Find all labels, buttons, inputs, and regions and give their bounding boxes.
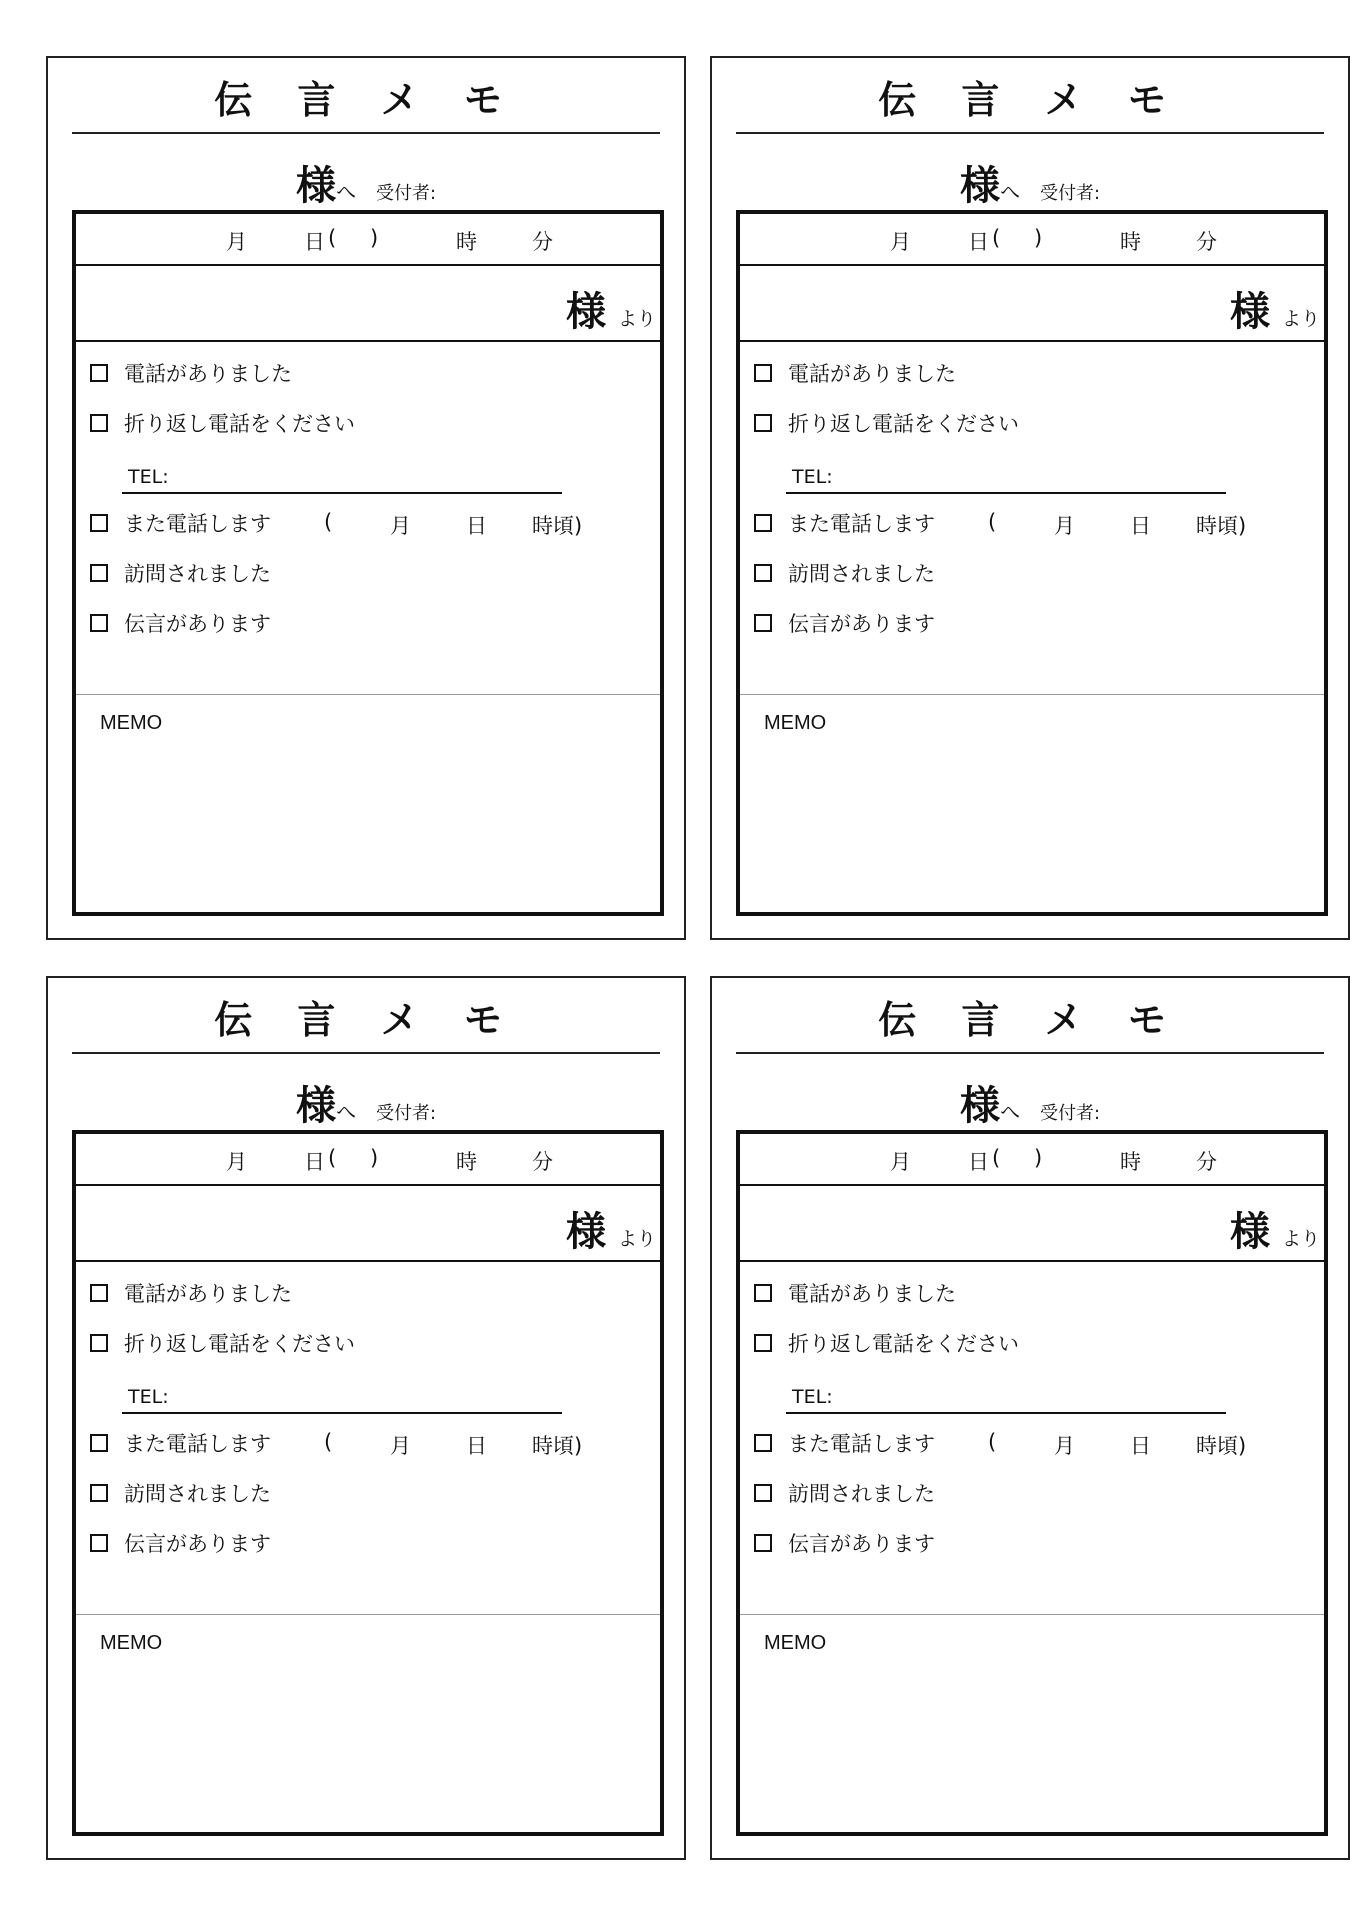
recipient-sama: 様 xyxy=(959,163,1000,209)
tel-label: TEL: xyxy=(128,1386,169,1408)
option-label: 電話がありました xyxy=(788,1282,956,1306)
option-label: 電話がありました xyxy=(788,362,956,386)
recipient-row xyxy=(712,1074,1348,1129)
will-call-day: 日 xyxy=(466,1434,487,1458)
option-call-back[interactable] xyxy=(754,1330,1019,1358)
memo-form xyxy=(736,210,1328,916)
will-call-month: 月 xyxy=(1054,1434,1075,1458)
minute-label: 分 xyxy=(1196,230,1217,254)
hour-label: 時 xyxy=(456,230,477,254)
tel-field[interactable] xyxy=(122,464,562,494)
memo-title: 伝 言 メ モ xyxy=(214,998,518,1042)
checkbox[interactable] xyxy=(754,1534,772,1552)
memo-form xyxy=(72,1130,664,1836)
recipient-sama: 様 xyxy=(959,1083,1000,1129)
weekday-paren-open: ( xyxy=(992,226,1001,250)
weekday-paren-open: ( xyxy=(328,226,337,250)
minute-label: 分 xyxy=(532,1150,553,1174)
title-divider xyxy=(72,132,660,134)
tel-field[interactable] xyxy=(122,1384,562,1414)
recipient-he: へ xyxy=(335,1100,356,1124)
checkbox[interactable] xyxy=(754,514,772,532)
memo-divider xyxy=(76,694,660,695)
caller-sama: 様 xyxy=(566,1209,606,1255)
weekday-paren-open: ( xyxy=(328,1146,337,1170)
option-label: また電話します xyxy=(788,1432,935,1456)
memo-label: MEMO xyxy=(100,1632,163,1654)
will-call-time: 時頃) xyxy=(532,1434,583,1458)
option-label: また電話します xyxy=(124,1432,271,1456)
will-call-paren-open: ( xyxy=(324,510,333,534)
option-visited[interactable] xyxy=(754,1480,935,1508)
checkbox[interactable] xyxy=(754,1484,772,1502)
option-will-call[interactable] xyxy=(754,1430,935,1458)
caller-row xyxy=(740,266,1324,342)
will-call-day: 日 xyxy=(1130,1434,1151,1458)
checkbox[interactable] xyxy=(754,414,772,432)
option-label: 訪問されました xyxy=(124,1482,271,1506)
will-call-paren-open: ( xyxy=(988,1430,997,1454)
checkbox[interactable] xyxy=(90,364,108,382)
checkbox[interactable] xyxy=(90,1334,108,1352)
recipient-he: へ xyxy=(999,180,1020,204)
recipient-row xyxy=(712,154,1348,209)
caller-row xyxy=(76,1186,660,1262)
day-label: 日 xyxy=(304,1150,325,1174)
option-label: また電話します xyxy=(788,512,935,536)
recipient-row xyxy=(48,154,684,209)
checkbox[interactable] xyxy=(754,1284,772,1302)
day-label: 日 xyxy=(304,230,325,254)
option-will-call[interactable] xyxy=(90,1430,271,1458)
hour-label: 時 xyxy=(456,1150,477,1174)
option-label: 伝言があります xyxy=(124,1532,271,1556)
checkbox[interactable] xyxy=(90,564,108,582)
tel-field[interactable] xyxy=(786,464,1226,494)
tel-field[interactable] xyxy=(786,1384,1226,1414)
option-has-message[interactable] xyxy=(754,610,935,638)
month-label: 月 xyxy=(226,230,247,254)
memo-form xyxy=(72,210,664,916)
checkbox[interactable] xyxy=(754,364,772,382)
will-call-time: 時頃) xyxy=(532,514,583,538)
memo-label: MEMO xyxy=(100,712,163,734)
option-label: 伝言があります xyxy=(788,1532,935,1556)
hour-label: 時 xyxy=(1120,1150,1141,1174)
option-will-call[interactable] xyxy=(90,510,271,538)
memo-divider xyxy=(740,1614,1324,1615)
option-phoned[interactable] xyxy=(90,1280,292,1308)
checkbox[interactable] xyxy=(90,514,108,532)
checkbox[interactable] xyxy=(754,1434,772,1452)
checkbox[interactable] xyxy=(90,414,108,432)
month-label: 月 xyxy=(226,1150,247,1174)
will-call-month: 月 xyxy=(390,1434,411,1458)
will-call-day: 日 xyxy=(466,514,487,538)
recipient-he: へ xyxy=(999,1100,1020,1124)
recipient-row xyxy=(48,1074,684,1129)
option-phoned[interactable] xyxy=(90,360,292,388)
option-visited[interactable] xyxy=(90,560,271,588)
caller-row xyxy=(76,266,660,342)
memo-divider xyxy=(76,1614,660,1615)
receiver-label: 受付者: xyxy=(375,183,437,204)
caller-sama: 様 xyxy=(566,289,606,335)
minute-label: 分 xyxy=(532,230,553,254)
received-time-row xyxy=(740,214,1324,266)
will-call-month: 月 xyxy=(1054,514,1075,538)
weekday-paren-close: ) xyxy=(1034,1146,1043,1170)
will-call-paren-open: ( xyxy=(988,510,997,534)
option-label: 訪問されました xyxy=(788,562,935,586)
memo-title: 伝 言 メ モ xyxy=(878,998,1182,1042)
option-call-back[interactable] xyxy=(90,1330,355,1358)
weekday-paren-close: ) xyxy=(370,226,379,250)
checkbox[interactable] xyxy=(90,1434,108,1452)
checkbox[interactable] xyxy=(90,1484,108,1502)
memo-card xyxy=(710,976,1350,1860)
checkbox[interactable] xyxy=(754,1334,772,1352)
will-call-day: 日 xyxy=(1130,514,1151,538)
title-divider xyxy=(72,1052,660,1054)
option-label: 伝言があります xyxy=(788,612,935,636)
caller-sama: 様 xyxy=(1230,289,1270,335)
tel-label: TEL: xyxy=(792,1386,833,1408)
option-visited[interactable] xyxy=(90,1480,271,1508)
option-label: 電話がありました xyxy=(124,1282,292,1306)
checkbox[interactable] xyxy=(90,1284,108,1302)
recipient-he: へ xyxy=(335,180,356,204)
recipient-sama: 様 xyxy=(295,1083,336,1129)
option-label: 折り返し電話をください xyxy=(788,1332,1019,1356)
will-call-paren-open: ( xyxy=(324,1430,333,1454)
day-label: 日 xyxy=(968,1150,989,1174)
weekday-paren-open: ( xyxy=(992,1146,1001,1170)
memo-card xyxy=(46,56,686,940)
memo-title: 伝 言 メ モ xyxy=(878,78,1182,122)
receiver-label: 受付者: xyxy=(1039,1103,1101,1124)
option-label: 訪問されました xyxy=(788,1482,935,1506)
option-label: また電話します xyxy=(124,512,271,536)
checkbox[interactable] xyxy=(754,564,772,582)
will-call-time: 時頃) xyxy=(1196,514,1247,538)
option-call-back[interactable] xyxy=(754,410,1019,438)
memo-label: MEMO xyxy=(764,712,827,734)
option-label: 電話がありました xyxy=(124,362,292,386)
memo-form xyxy=(736,1130,1328,1836)
memo-divider xyxy=(740,694,1324,695)
option-label: 折り返し電話をください xyxy=(124,412,355,436)
day-label: 日 xyxy=(968,230,989,254)
caller-yori: より xyxy=(1281,1228,1320,1250)
weekday-paren-close: ) xyxy=(370,1146,379,1170)
memo-card xyxy=(46,976,686,1860)
option-phoned[interactable] xyxy=(754,360,956,388)
caller-yori: より xyxy=(617,308,656,330)
option-label: 折り返し電話をください xyxy=(788,412,1019,436)
weekday-paren-close: ) xyxy=(1034,226,1043,250)
checkbox[interactable] xyxy=(754,614,772,632)
option-label: 伝言があります xyxy=(124,612,271,636)
option-has-message[interactable] xyxy=(754,1530,935,1558)
option-has-message[interactable] xyxy=(90,1530,271,1558)
memo-card xyxy=(710,56,1350,940)
receiver-label: 受付者: xyxy=(1039,183,1101,204)
option-phoned[interactable] xyxy=(754,1280,956,1308)
will-call-month: 月 xyxy=(390,514,411,538)
title-divider xyxy=(736,132,1324,134)
received-time-row xyxy=(76,214,660,266)
option-will-call[interactable] xyxy=(754,510,935,538)
month-label: 月 xyxy=(890,1150,911,1174)
checkbox[interactable] xyxy=(90,1534,108,1552)
received-time-row xyxy=(76,1134,660,1186)
tel-label: TEL: xyxy=(792,466,833,488)
memo-title: 伝 言 メ モ xyxy=(214,78,518,122)
minute-label: 分 xyxy=(1196,1150,1217,1174)
checkbox[interactable] xyxy=(90,614,108,632)
received-time-row xyxy=(740,1134,1324,1186)
caller-yori: より xyxy=(1281,308,1320,330)
hour-label: 時 xyxy=(1120,230,1141,254)
title-divider xyxy=(736,1052,1324,1054)
option-label: 訪問されました xyxy=(124,562,271,586)
option-has-message[interactable] xyxy=(90,610,271,638)
recipient-sama: 様 xyxy=(295,163,336,209)
caller-row xyxy=(740,1186,1324,1262)
receiver-label: 受付者: xyxy=(375,1103,437,1124)
month-label: 月 xyxy=(890,230,911,254)
option-label: 折り返し電話をください xyxy=(124,1332,355,1356)
option-visited[interactable] xyxy=(754,560,935,588)
tel-label: TEL: xyxy=(128,466,169,488)
option-call-back[interactable] xyxy=(90,410,355,438)
memo-label: MEMO xyxy=(764,1632,827,1654)
caller-yori: より xyxy=(617,1228,656,1250)
will-call-time: 時頃) xyxy=(1196,1434,1247,1458)
caller-sama: 様 xyxy=(1230,1209,1270,1255)
